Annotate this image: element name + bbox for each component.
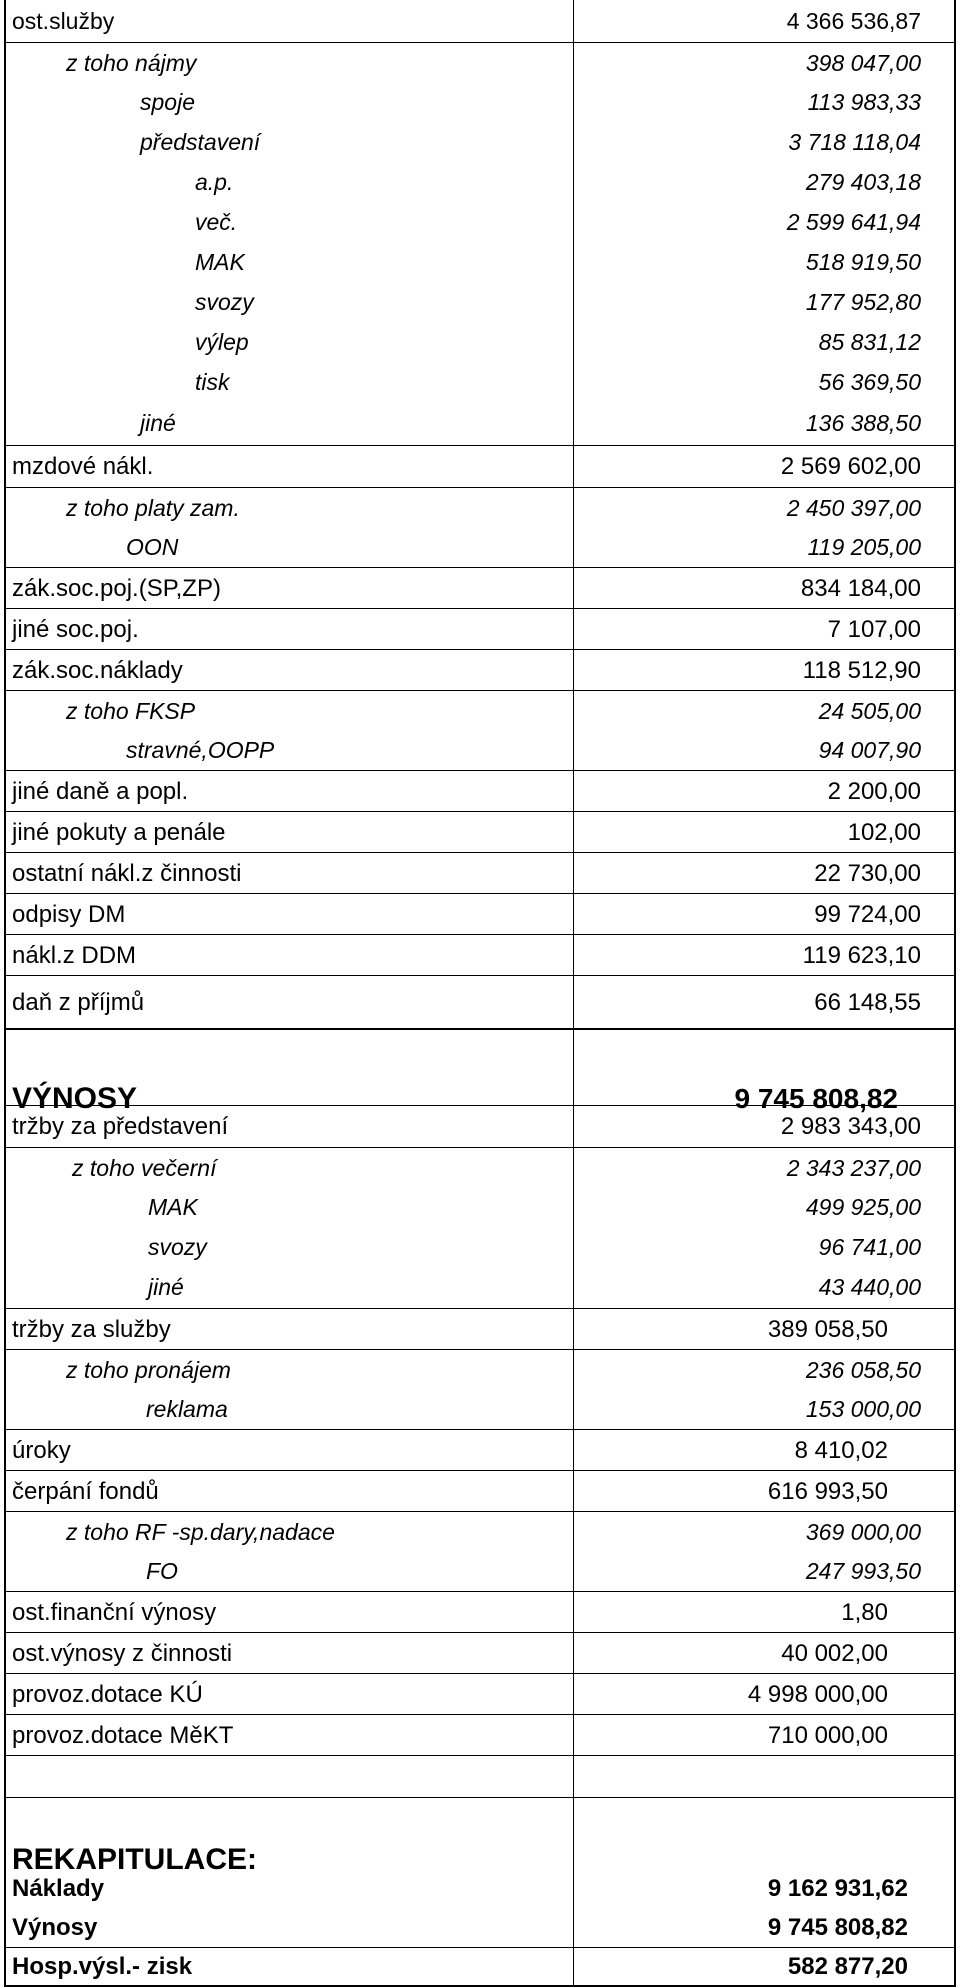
financial-report-sheet (4, 0, 956, 1987)
row-value: 177 952,80 (805, 288, 921, 315)
vynosy-header-row (6, 1028, 954, 1115)
row-value: 4 998 000,00 (747, 1680, 888, 1708)
table-row (6, 649, 954, 691)
table-row (6, 1429, 954, 1471)
row-value: 2 200,00 (827, 777, 921, 805)
table-row (6, 1227, 954, 1267)
table-row (6, 1673, 954, 1715)
row-label: zák.soc.poj.(SP,ZP) (12, 574, 221, 602)
row-label: z toho RF -sp.dary,nadace (66, 1518, 335, 1545)
row-value: 616 993,50 (767, 1477, 888, 1505)
row-value: 2 343 237,00 (786, 1154, 921, 1181)
row-label: tržby za služby (12, 1315, 171, 1343)
table-row (6, 1511, 954, 1552)
row-label: ost.finanční výnosy (12, 1598, 217, 1626)
row-label: z toho FKSP (66, 697, 196, 724)
table-row (6, 1308, 954, 1350)
table-row (6, 770, 954, 812)
row-label: a.p. (195, 168, 234, 195)
row-label: provoz.dotace MěKT (12, 1721, 234, 1749)
table-row (6, 934, 954, 976)
row-label: ost.výnosy z činnosti (12, 1639, 233, 1667)
table-row (6, 1947, 954, 1986)
row-value: 43 440,00 (818, 1274, 921, 1300)
row-value: 710 000,00 (767, 1721, 888, 1749)
row-label: jiné (148, 1274, 184, 1300)
row-label: tržby za představení (12, 1113, 229, 1140)
row-value: 56 369,50 (818, 368, 921, 395)
row-label: reklama (146, 1395, 228, 1422)
empty-row (6, 1755, 954, 1798)
table-row (6, 445, 954, 488)
table-row (6, 608, 954, 650)
row-label: jiné (140, 410, 176, 436)
row-label: več. (195, 208, 238, 235)
row-label: představení (140, 128, 261, 155)
row-value: 96 741,00 (818, 1233, 921, 1260)
table-row (6, 42, 954, 83)
row-label: OON (126, 533, 179, 560)
row-label: z toho pronájem (66, 1356, 231, 1383)
row-value: 2 450 397,00 (786, 494, 921, 521)
table-row (6, 1632, 954, 1674)
row-value: 22 730,00 (814, 859, 921, 887)
row-value: 582 877,20 (787, 1953, 908, 1980)
table-row (6, 567, 954, 609)
row-label: ostatní nákl.z činnosti (12, 859, 242, 887)
row-value: 102,00 (847, 818, 921, 846)
table-row (6, 122, 954, 162)
row-label: jiné daně a popl. (12, 777, 189, 805)
row-label: FO (146, 1557, 178, 1584)
table-row (6, 1470, 954, 1512)
row-value: 4 366 536,87 (786, 7, 921, 34)
table-row (6, 322, 954, 362)
row-label: Náklady (12, 1875, 105, 1902)
row-value: 1,80 (841, 1598, 888, 1626)
rekapitulace-header-row (6, 1797, 954, 1876)
row-label: MAK (195, 248, 245, 275)
row-value: 136 388,50 (805, 410, 921, 436)
row-value: 499 925,00 (805, 1193, 921, 1220)
row-value: 247 993,50 (805, 1557, 921, 1584)
table-row (6, 1551, 954, 1591)
table-row (6, 82, 954, 122)
row-value: 518 919,50 (805, 248, 921, 275)
row-label: spoje (140, 88, 195, 115)
row-label: nákl.z DDM (12, 941, 137, 969)
table-row (6, 811, 954, 853)
table-row (6, 1869, 954, 1909)
row-label: Výnosy (12, 1914, 98, 1941)
vynosy-total: 9 745 808,82 (734, 1082, 898, 1114)
row-label: daň z příjmů (12, 988, 145, 1016)
row-label: z toho nájmy (66, 49, 197, 76)
table-row (6, 1349, 954, 1390)
row-value: 398 047,00 (805, 49, 921, 76)
row-value: 369 000,00 (805, 1518, 921, 1545)
row-value: 24 505,00 (818, 697, 921, 724)
table-row (6, 852, 954, 894)
row-label: svozy (148, 1233, 207, 1260)
row-value: 113 983,33 (807, 88, 921, 115)
table-row (6, 487, 954, 528)
table-row (6, 690, 954, 731)
table-row (6, 1147, 954, 1188)
table-row (6, 1389, 954, 1429)
row-label: jiné soc.poj. (12, 615, 139, 643)
row-label: Hosp.výsl.- zisk (12, 1953, 193, 1980)
row-value: 2 983 343,00 (780, 1113, 921, 1140)
table-row (6, 1591, 954, 1633)
row-value: 389 058,50 (767, 1315, 888, 1343)
row-value: 2 569 602,00 (780, 453, 921, 480)
table-row (6, 0, 954, 42)
row-value: 119 623,10 (802, 941, 921, 969)
row-label: výlep (195, 328, 249, 355)
row-label: odpisy DM (12, 900, 126, 928)
table-row (6, 162, 954, 202)
row-value: 3 718 118,04 (788, 128, 921, 155)
row-value: 99 724,00 (814, 900, 921, 928)
row-value: 834 184,00 (800, 574, 921, 602)
row-label: mzdové nákl. (12, 453, 154, 480)
row-value: 9 162 931,62 (767, 1875, 908, 1902)
row-label: čerpání fondů (12, 1477, 159, 1505)
row-value: 94 007,90 (818, 736, 921, 763)
row-value: 118 512,90 (802, 656, 921, 684)
row-value: 9 745 808,82 (767, 1914, 908, 1941)
table-row (6, 1909, 954, 1947)
table-row (6, 242, 954, 282)
row-value: 66 148,55 (814, 988, 921, 1016)
table-row (6, 282, 954, 322)
table-row (6, 527, 954, 567)
row-value: 236 058,50 (805, 1356, 921, 1383)
row-label: svozy (195, 288, 254, 315)
row-value: 119 205,00 (807, 533, 921, 560)
row-label: tisk (195, 368, 230, 395)
row-value: 85 831,12 (818, 328, 921, 355)
table-row (6, 893, 954, 935)
row-label: stravné,OOPP (126, 736, 275, 763)
table-row (6, 202, 954, 242)
row-label: úroky (12, 1436, 71, 1464)
table-row (6, 975, 954, 1029)
table-row (6, 1105, 954, 1148)
table-row (6, 1267, 954, 1308)
row-value: 153 000,00 (805, 1395, 921, 1422)
row-label: ost.služby (12, 7, 115, 34)
row-label: z toho platy zam. (66, 494, 240, 521)
rekapitulace-title: REKAPITULACE: (12, 1843, 257, 1876)
row-label: MAK (148, 1193, 198, 1220)
table-row (6, 1714, 954, 1756)
row-value: 279 403,18 (805, 168, 921, 195)
table-row (6, 730, 954, 770)
row-label: z toho večerní (72, 1154, 217, 1181)
table-row (6, 1187, 954, 1227)
row-value: 8 410,02 (794, 1436, 888, 1464)
row-value: 40 002,00 (781, 1639, 888, 1667)
row-label: zák.soc.náklady (12, 656, 183, 684)
vynosy-title: VÝNOSY (12, 1081, 138, 1115)
table-row (6, 402, 954, 445)
row-label: jiné pokuty a penále (12, 818, 226, 846)
row-value: 7 107,00 (827, 615, 921, 643)
row-value: 2 599 641,94 (786, 208, 921, 235)
row-label: provoz.dotace KÚ (12, 1680, 203, 1708)
table-row (6, 362, 954, 402)
